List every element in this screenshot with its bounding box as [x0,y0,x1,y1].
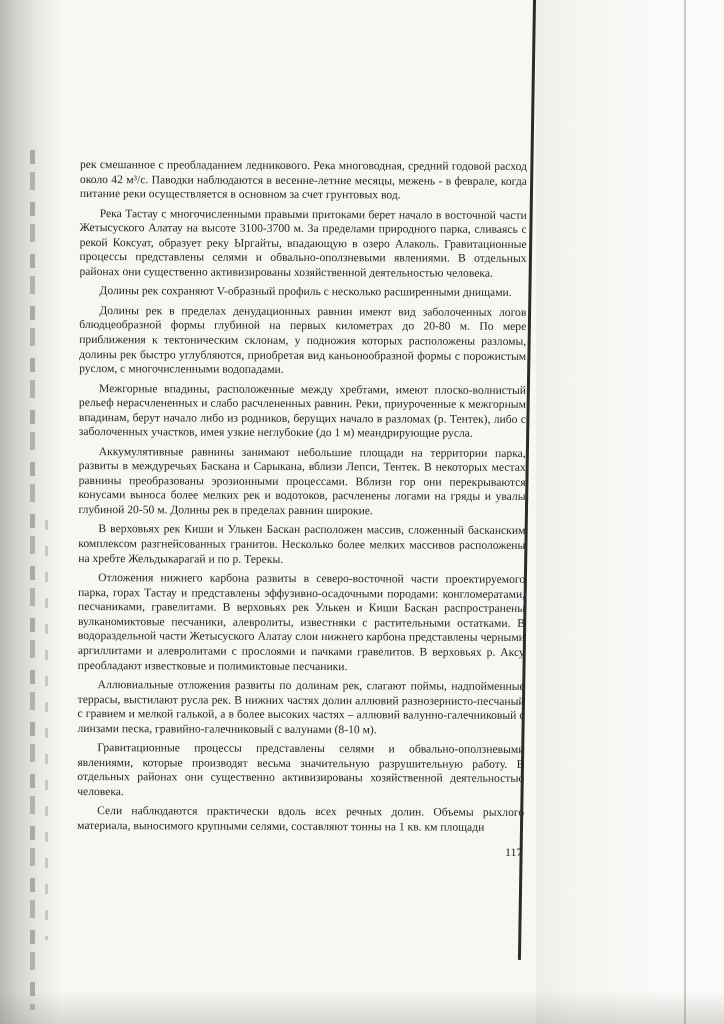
page-number: 117 [505,845,523,859]
binding-streak [30,150,35,1010]
paragraph: Сели наблюдаются практически вдоль всех речных долин. Объемы рыхлого материала, выносимого крупными селями, составляют тонны на 1 кв. км площади [77,804,525,834]
bottom-shadow [0,990,724,1024]
paragraph: В верховьях рек Киши и Улькен Баскан расположен массив, сложенный басканским комплексом разгнейсованных гранитов. Несколько более мелких массивов расположены на хребте Жельдыкарагай и по р. Терекы. [78,522,526,566]
paragraph: Отложения нижнего карбона развиты в северо-восточной части проектируемого парка, горах Тастау и представлены эффузивно-осадочными породами: конгломератами, песчаниками, гравелитами. В верховьях рек Улькен и Киши Баскан распространены вулканомиктовые песчаники, алевролиты, известняки с растительными остатками. В водораздельной части Жетысуского Алатау слои нижнего карбона представлены черными аргиллитами и алевролитами с прослоями и пачками гравелитов. В верховьях р. Аксу преобладают известковые и полимиктовые песчаники. [77,571,526,673]
paragraph: рек смешанное с преобладанием ледникового. Река многоводная, средний годовой расход около 42 м³/с. Паводки наблюдаются в весенне-летние месяцы, межень - в феврале, когда питание реки осуществляется в основном за счет грунтовых вод. [79,158,527,202]
right-margin [536,0,724,1024]
paragraph: Долины рек сохраняют V-образный профиль с несколько расширенными днищами. [99,284,512,300]
right-margin-line [684,0,686,1024]
document-body [77,158,527,840]
paragraph: Аккумулятивные равнины занимают небольшие площади на территории парка, развиты в междуречьях Баскана и Сарыкана, вблизи Лепси, Тентек. В некоторых местах равнины преобразованы эрозионными процессами. Вблизи гор они перекрываются конусами выноса более мелких рек и водотоков, расчленены логами на гряды и увалы глубиной 20-50 м. Долины рек в пределах равнин широкие. [78,444,526,518]
binding-streak-secondary [45,520,48,940]
paragraph: Межгорные впадины, расположенные между хребтами, имеют плоско-волнистый рельеф нерасчлененных и слабо расчлененных равнин. Реки, приуроченные к межгорным впадинам, берут начало либо из родников, берущих начало в разломах (р. Тентек), либо с заболоченных участков, имея узкие неглубокие (до 1 м) меандрирующие русла. [78,381,527,440]
paragraph: Долины рек в пределах денудационных равнин имеют вид заболоченных логов блюдцеобразной формы глубиной на первых километрах до 20-80 м. По мере приближения к тектоническим склонам, у подножия которых расположены разломы, долины рек быстро углубляются, приобретая вид каньонообразной формы с порожистым руслом, с многочисленными водопадами. [79,303,527,376]
paragraph: Гравитационные процессы представлены селями и обвально-оползневыми явлениями, которые производят весьма значительную разрушительную работу. В отдельных районах они существенно активизированы хозяйственной деятельностью человека. [77,741,525,799]
paragraph: Аллювиальные отложения развиты по долинам рек, слагают поймы, надпойменные террасы, выстилают русла рек. В нижних частях долин аллювий разнозернисто-песчаный с гравием и мелкой галькой, а в более высоких частях – аллювий валунно-галечниковый с линзами песка, гравийно-галечниковый с валунами (8-10 м). [77,678,525,737]
paragraph: Река Тастау с многочисленными правыми притоками берет начало в восточной части Жетысуского Алатау на высоте 3100-3700 м. За пределами природного парка, сливаясь с рекой Коксуат, образует реку Ыргайты, впадающую в озеро Алаколь. Гравитационные процессы представлены селями и обвально-оползневыми явлениями. В отдельных районах они существенно активизированы хозяйственной деятельностью человека. [79,206,527,280]
